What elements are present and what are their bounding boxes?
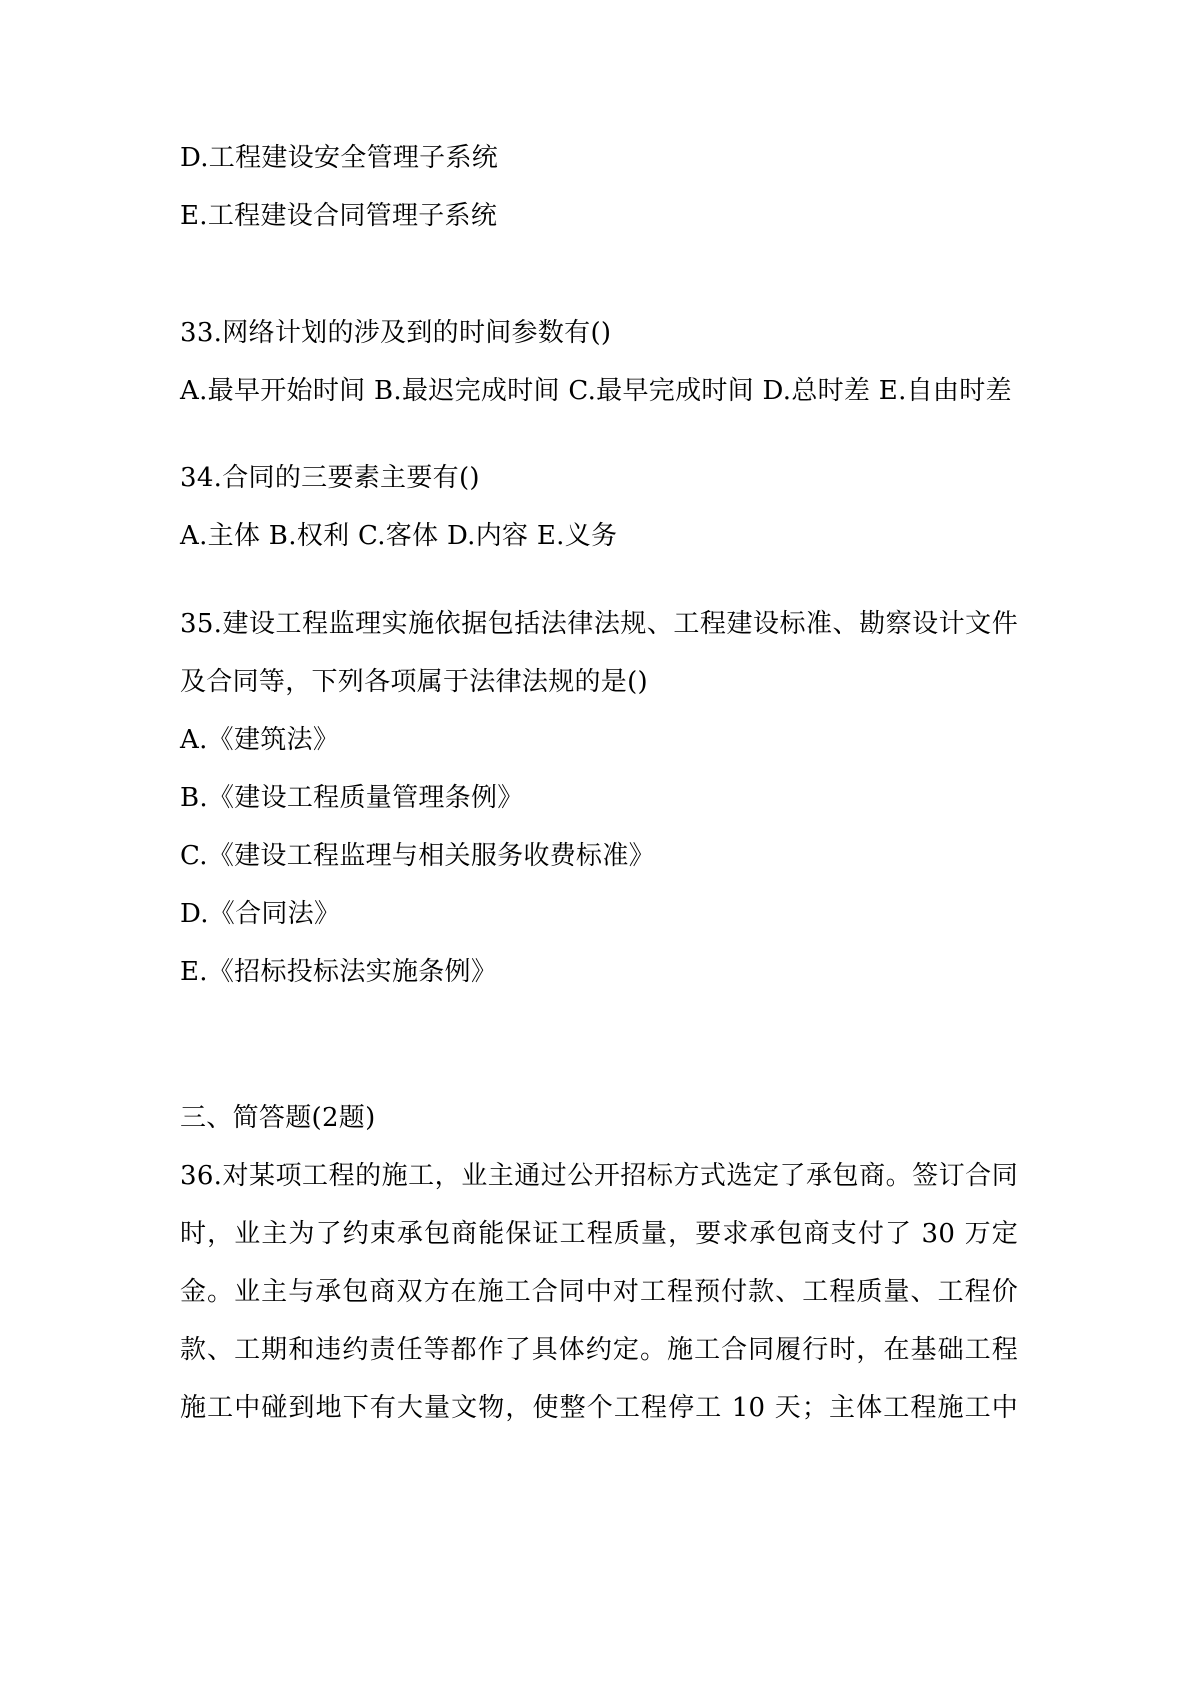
- q35-question-line2: 及合同等，下列各项属于法律法规的是(): [180, 667, 648, 697]
- q34-question: 34.合同的三要素主要有(): [180, 463, 480, 493]
- q36-line3: 金。业主与承包商双方在施工合同中对工程预付款、工程质量、工程价: [180, 1277, 1018, 1307]
- q36-line1: 36.对某项工程的施工，业主通过公开招标方式选定了承包商。签订合同: [180, 1161, 1018, 1191]
- q35-option-d: D.《合同法》: [180, 899, 341, 929]
- q35-option-e: E.《招标投标法实施条例》: [180, 957, 498, 987]
- q35-option-b: B.《建设工程质量管理条例》: [180, 783, 524, 813]
- q32-option-d: D.工程建设安全管理子系统: [180, 143, 499, 173]
- section-heading: 三、简答题(2题): [180, 1103, 376, 1133]
- q36-line2: 时，业主为了约束承包商能保证工程质量，要求承包商支付了 30 万定: [180, 1219, 1018, 1249]
- q36-line5: 施工中碰到地下有大量文物，使整个工程停工 10 天；主体工程施工中: [180, 1393, 1018, 1423]
- q34-options: A.主体 B.权利 C.客体 D.内容 E.义务: [180, 521, 618, 551]
- q35-option-c: C.《建设工程监理与相关服务收费标准》: [180, 841, 655, 871]
- q36-line4: 款、工期和违约责任等都作了具体约定。施工合同履行时，在基础工程: [180, 1335, 1018, 1365]
- q35-option-a: A.《建筑法》: [180, 725, 340, 755]
- q35-question-line1: 35.建设工程监理实施依据包括法律法规、工程建设标准、勘察设计文件: [180, 609, 1018, 639]
- q32-option-e: E.工程建设合同管理子系统: [180, 201, 498, 231]
- q33-options: A.最早开始时间 B.最迟完成时间 C.最早完成时间 D.总时差 E.自由时差: [180, 376, 1012, 406]
- q33-question: 33.网络计划的涉及到的时间参数有(): [180, 318, 612, 348]
